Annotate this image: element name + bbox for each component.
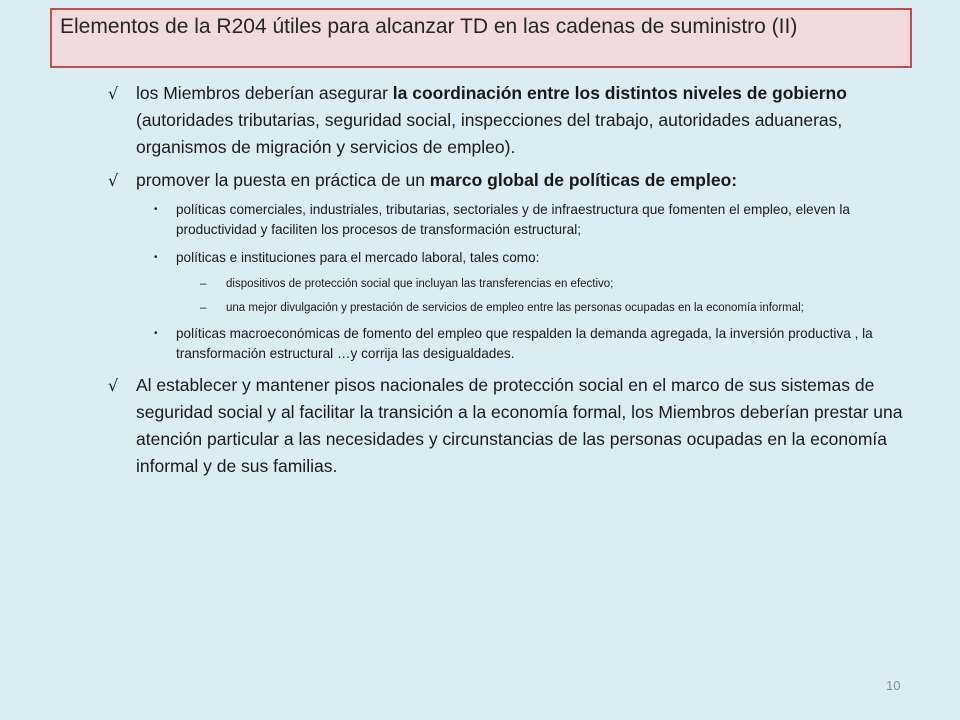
sub-bullet-macroeconomic xyxy=(154,324,876,364)
sub-item-text: políticas e instituciones para el mercado laboral, tales como: xyxy=(176,250,540,265)
bullet-item-employment-framework xyxy=(108,167,908,194)
sub-bullet-trade-policies xyxy=(154,200,876,240)
item-text: Al establecer y mantener pisos nacionales de protección social en el marco de sus sistemas de seguridad social y al facilitar la transición a la economía formal, los Miembros deberían prestar una atención particular a las necesidades y circunstancias de las personas ocupadas en la economía informal y de sus familias. xyxy=(136,375,903,476)
page-number: 10 xyxy=(886,678,901,693)
check-mark-icon: √ xyxy=(108,376,119,395)
sub-item-text: políticas macroeconómicas de fomento del empleo que respalden la demanda agregada, la inversión productiva , la transformación estructural …y corrija las desigualdades. xyxy=(176,326,873,361)
bullet-dot-icon: • xyxy=(154,328,158,339)
bullet-dot-icon: • xyxy=(154,204,158,215)
slide-title-box xyxy=(50,8,912,68)
item-text: promover la puesta en práctica de un xyxy=(136,170,430,190)
sub-sub-bullet-social-protection xyxy=(200,276,816,293)
check-mark-icon: √ xyxy=(108,171,119,190)
dash-icon: – xyxy=(200,302,207,314)
slide-title: Elementos de la R204 útiles para alcanzar TD en las cadenas de suministro (II) xyxy=(60,15,798,38)
sub-sub-item-text: una mejor divulgación y prestación de servicios de empleo entre las personas ocupadas en la economía informal; xyxy=(226,302,804,314)
sub-sub-item-text: dispositivos de protección social que incluyan las transferencias en efectivo; xyxy=(226,278,614,290)
sub-bullet-labour-market xyxy=(154,248,876,268)
item-text: (autoridades tributarias, seguridad social, inspecciones del trabajo, autoridades aduaneras, organismos de migración y servicios de empleo). xyxy=(136,110,843,157)
check-mark-icon: √ xyxy=(108,84,119,103)
bullet-item-social-protection-floors xyxy=(108,372,908,480)
item-text: los Miembros deberían asegurar xyxy=(136,83,393,103)
bullet-item-coordination xyxy=(108,80,908,161)
sub-item-text: políticas comerciales, industriales, tributarias, sectoriales y de infraestructura que fomenten el empleo, eleven la productividad y faciliten los procesos de transformación estructural; xyxy=(176,202,850,237)
slide-body xyxy=(108,80,908,486)
dash-icon: – xyxy=(200,278,207,290)
sub-sub-bullet-employment-services xyxy=(200,300,816,317)
bullet-dot-icon: • xyxy=(154,252,158,263)
item-bold-text: marco global de políticas de empleo: xyxy=(429,170,738,190)
item-bold-text: la coordinación entre los distintos niveles de gobierno xyxy=(392,83,847,103)
